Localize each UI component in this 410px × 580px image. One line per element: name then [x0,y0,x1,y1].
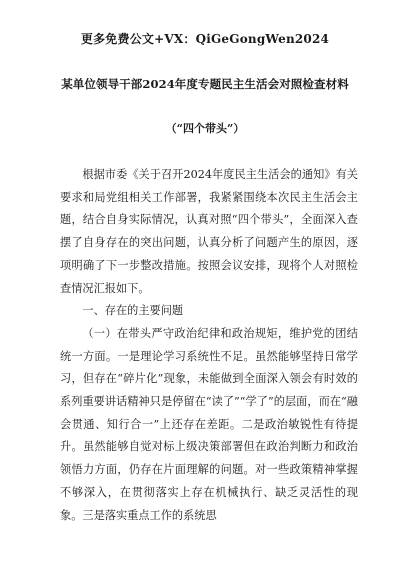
body-paragraph: （一）在带头严守政治纪律和政治规矩，维护党的团结统一方面。一是理论学习系统性不足。虽然能够坚持日常学习，但存在“碎片化”现象，未能做到全面深入领会有时效的系列重要讲话精神只是停留在“读了”“学了”的层面，而在“融会贯通、知行合一”上还存在差距。二是政治敏锐性有待提升。虽然能够自觉对标上级决策部署但在政治判断力和政治领悟力方面，仍存在片面理解的问题。对一些政策精神掌握不够深入，在贯彻落实上存在机械执行、缺乏灵活性的现象。三是落实重点工作的系统思 [60,326,358,522]
intro-paragraph: 根据市委《关于召开2024年度民主生活会的通知》有关要求和局党组相关工作部署，我紧紧围绕本次民主生活会主题，结合自身实际情况，认真对照“四个带头”，全面深入查摆了自身存在的突出问题，认真分析了问题产生的原因，逐项明确了下一步整改措施。按照会议安排，现将个人对照检查情况汇报如下。 [60,168,358,295]
document-title: 某单位领导干部2024年度专题民主生活会对照检查材料 [61,77,349,91]
document-body [60,164,358,527]
watermark-header: 更多免费公文+VX：QiGeGongWen2024 [80,32,330,46]
document-subtitle: （“四个带头”） [165,122,245,135]
section-heading: 一、存在的主要问题 [82,304,184,318]
